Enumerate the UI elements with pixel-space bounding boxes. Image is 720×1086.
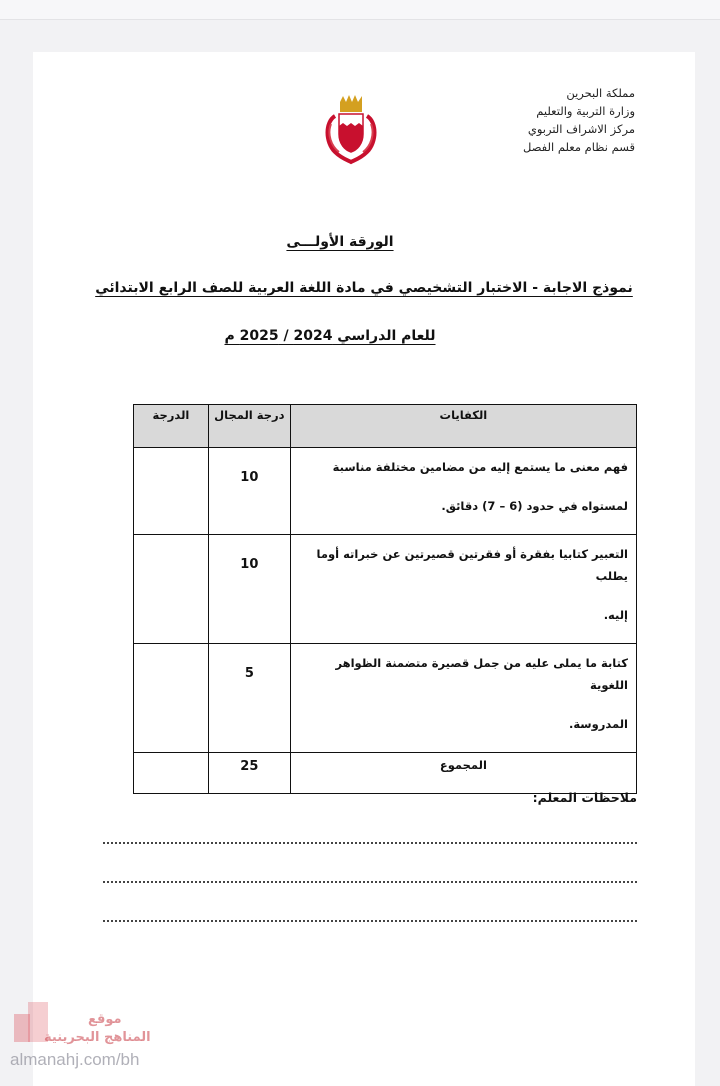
competency-cell	[290, 535, 636, 644]
field-grade-cell: 10	[208, 535, 290, 644]
competency-line: المدروسة.	[568, 717, 628, 731]
competency-line: كتابة ما يملى عليه من جمل قصيرة متضمنة الظواهر اللغوية	[335, 656, 628, 692]
competency-line: التعبير كتابيا بفقرة أو فقرتين قصيرتين عن خبراته أوما يطلب	[316, 547, 628, 583]
ministry-line: مملكة البحرين	[566, 86, 635, 100]
competency-cell	[290, 644, 636, 753]
total-field-grade: 25	[208, 753, 290, 794]
notes-line[interactable]	[103, 920, 637, 922]
table-row	[134, 535, 637, 644]
grade-cell[interactable]	[134, 535, 209, 644]
table-row	[134, 644, 637, 753]
watermark-site: موقع	[88, 1012, 122, 1027]
header-field-grade: درجة المجال	[208, 405, 290, 448]
competency-line: إليه.	[603, 608, 628, 622]
header-competencies: الكفايات	[290, 405, 636, 448]
total-label: المجموع	[290, 753, 636, 794]
competency-cell	[290, 448, 636, 535]
grade-cell[interactable]	[134, 448, 209, 535]
competencies-table	[133, 404, 637, 794]
document-page	[33, 52, 695, 1086]
notes-line[interactable]	[103, 842, 637, 844]
grade-cell[interactable]	[134, 644, 209, 753]
field-grade-cell: 10	[208, 448, 290, 535]
bahrain-emblem-icon	[321, 94, 381, 166]
table-header-row	[134, 405, 637, 448]
teacher-notes-title: ملاحظات المعلم:	[532, 790, 637, 805]
browser-top-bar	[0, 0, 720, 20]
paper-title: الورقة الأولـــى	[286, 234, 394, 250]
header-grade: الدرجة	[134, 405, 209, 448]
notes-line[interactable]	[103, 881, 637, 883]
ministry-line: قسم نظام معلم الفصل	[522, 140, 635, 154]
academic-year: للعام الدراسي 2024 / 2025 م	[224, 328, 436, 344]
field-grade-cell: 5	[208, 644, 290, 753]
table-total-row	[134, 753, 637, 794]
competency-line: فهم معنى ما يستمع إليه من مضامين مختلفة مناسبة	[332, 460, 628, 474]
exam-title: نموذج الاجابة - الاختبار التشخيصي في مادة اللغة العربية للصف الرابع الابتدائي	[95, 280, 633, 296]
table-row	[134, 448, 637, 535]
ministry-line: مركز الاشراف التربوي	[527, 122, 635, 136]
ministry-header	[523, 84, 635, 156]
competency-line: لمستواه في حدود (6 – 7) دقائق.	[441, 499, 628, 513]
total-grade-cell[interactable]	[134, 753, 209, 794]
watermark-url: almanahj.com/bh	[10, 1050, 140, 1069]
watermark-name: المناهج البحرينية	[44, 1030, 151, 1045]
ministry-line: وزارة التربية والتعليم	[536, 104, 635, 118]
